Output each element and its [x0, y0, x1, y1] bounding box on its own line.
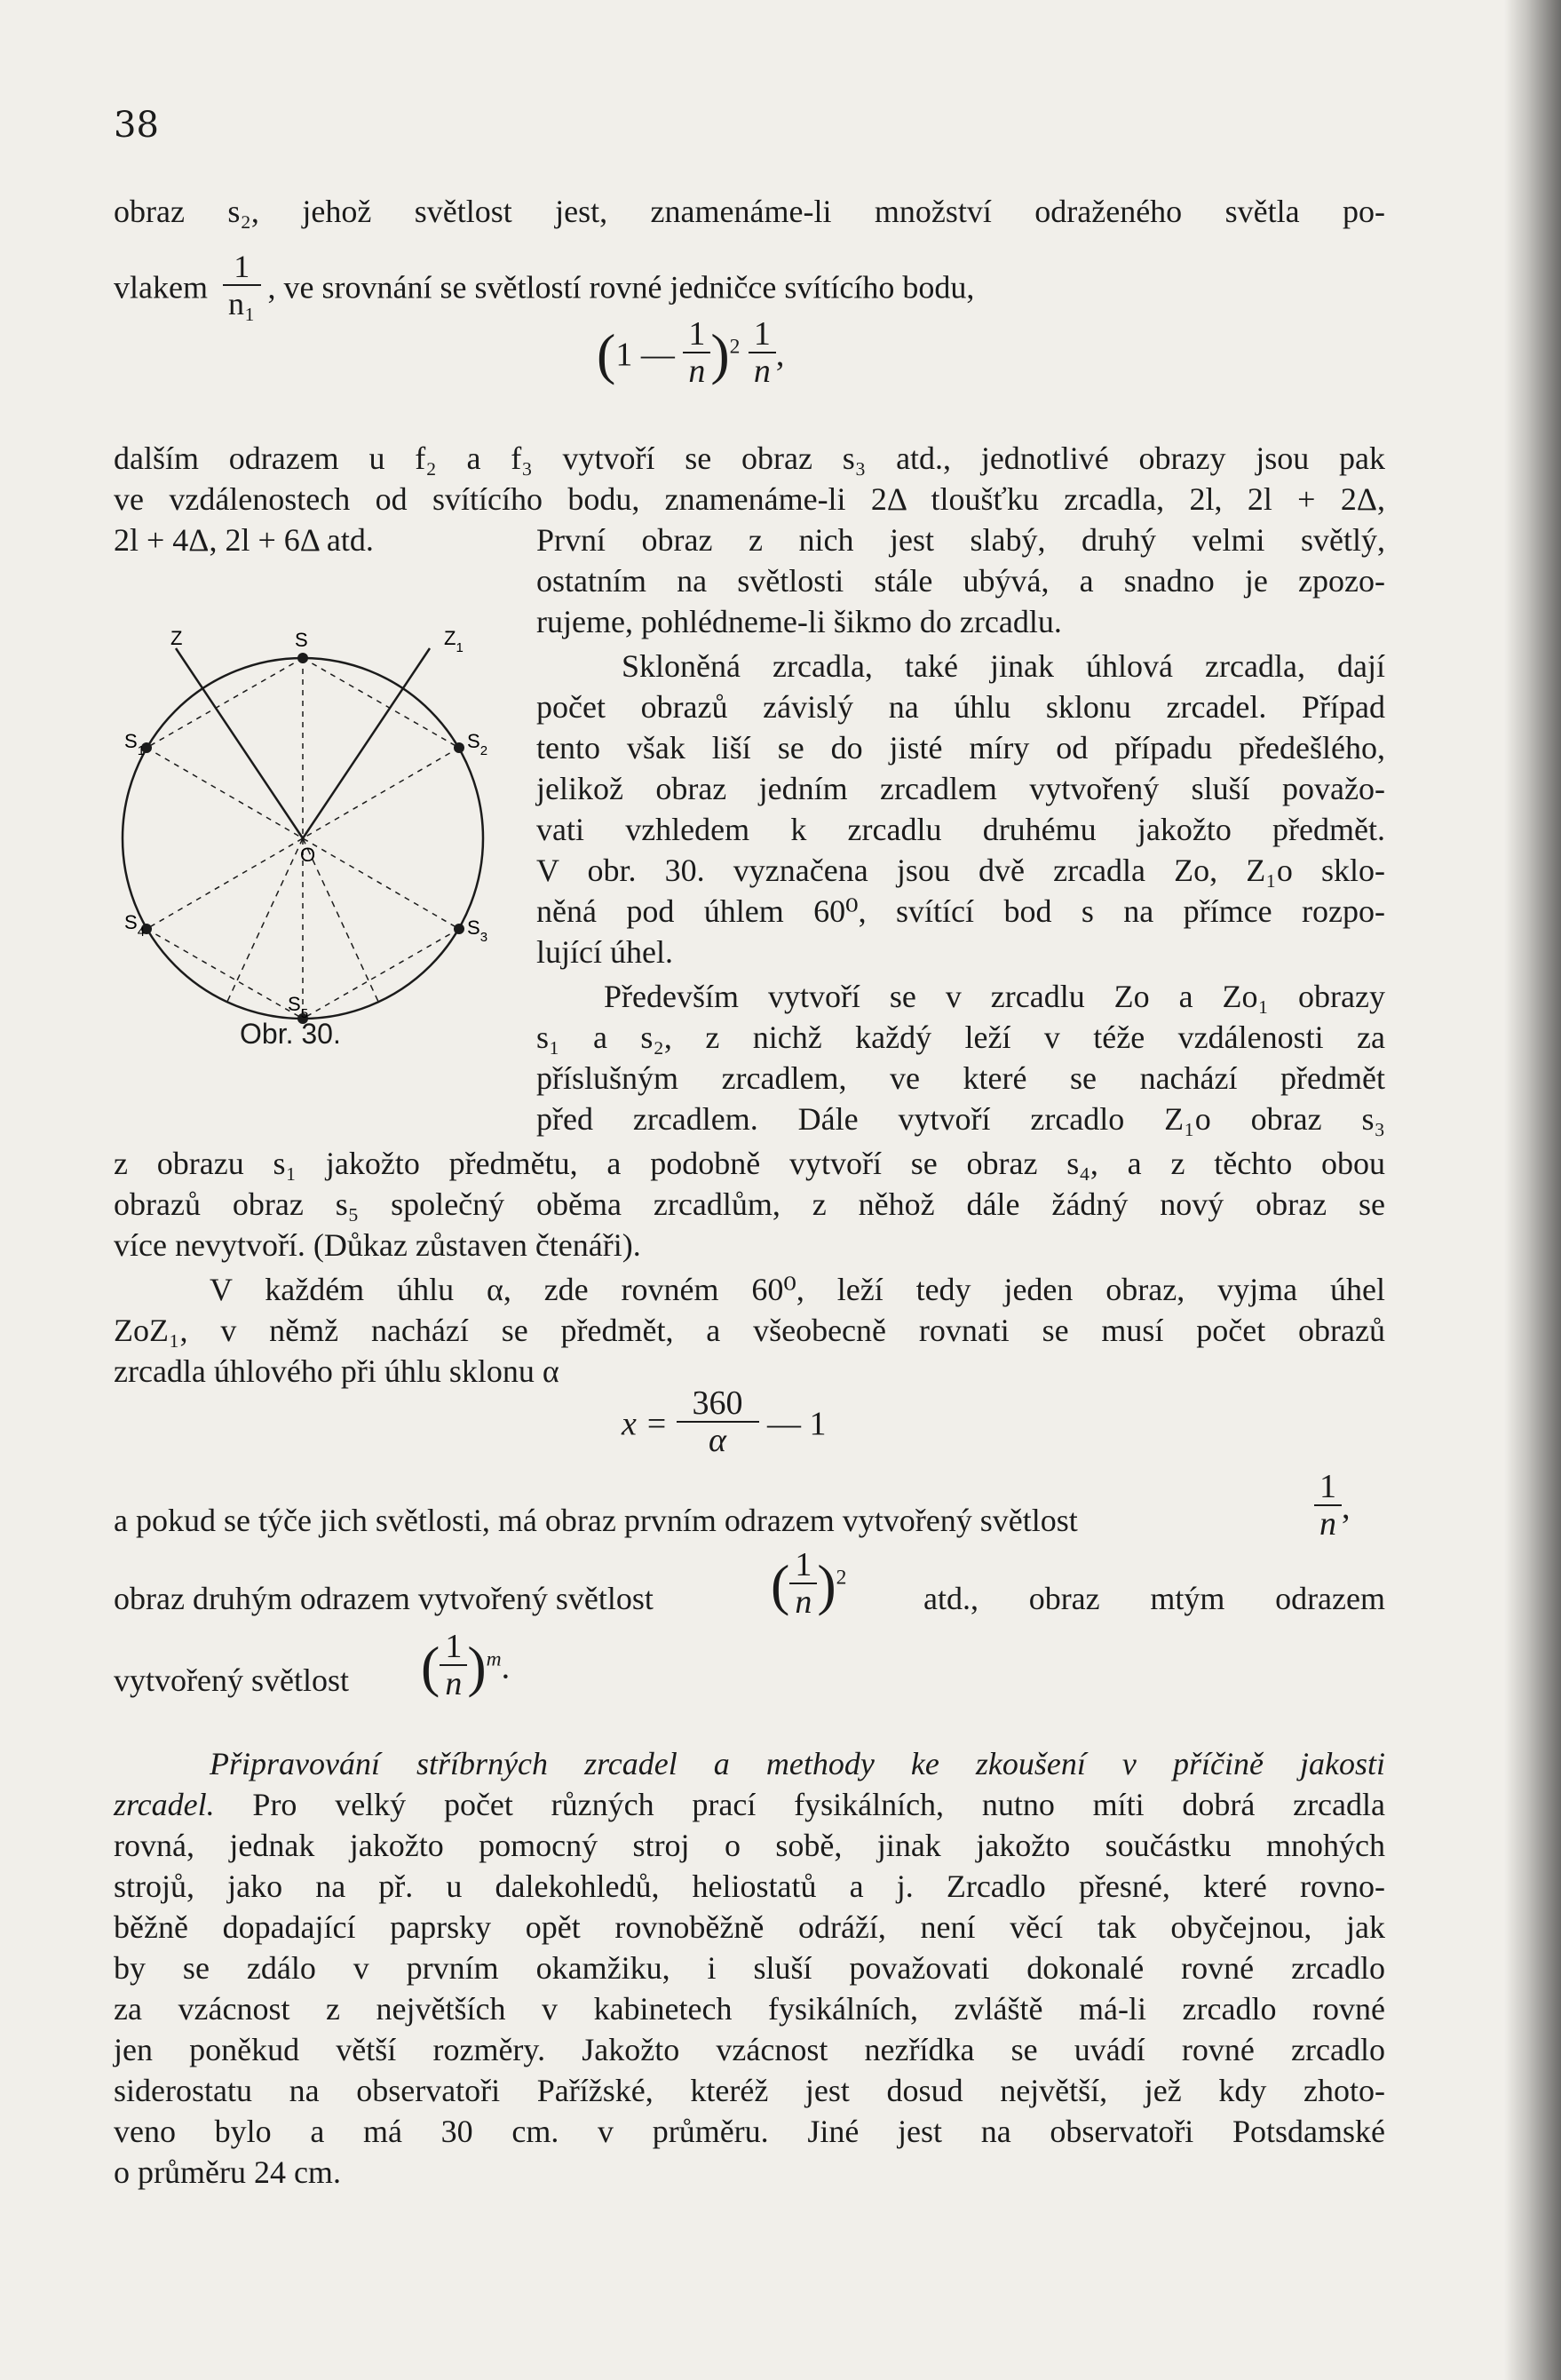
page-spine-shadow [1504, 0, 1561, 2380]
text-line: z obrazu s₁ jakožto předmětu, a podobně vytvoří se obraz s₄, a z těchto obou [114, 1146, 1385, 1181]
label-s3: $S_3$ [467, 916, 488, 945]
equation-4: ( $\frac{1}{n}$ )$^2$ [771, 1546, 847, 1621]
text-line: s₁ a s₂, z nichž každý leží v téže vzdálenosti za [536, 1019, 1385, 1055]
text-line: veno bylo a má 30 cm. v průměru. Jiné jest na observatoři Potsdamské [114, 2114, 1385, 2149]
fraction: $\frac{1}{n}$ [1314, 1469, 1342, 1542]
fraction: $\frac{1}{n}$ [683, 316, 710, 389]
text-line: siderostatu na observatoři Pařížské, kteréž jest dosud největší, jež kdy zhoto- [114, 2073, 1385, 2108]
label-s: S [295, 629, 308, 651]
mirror-z1o-line [303, 648, 430, 838]
equation-3: $\frac{1}{n}$ , [1314, 1474, 1351, 1547]
text-line: příslušným zrcadlem, ve které se nachází předmět [536, 1060, 1385, 1096]
text-line: ostatním na světlosti stále ubývá, a snadno je zpozo- [536, 563, 1385, 599]
mirror-zo-line [176, 648, 303, 838]
text-line: obraz druhým odrazem vytvořený světlost [114, 1581, 654, 1616]
fraction: $\frac{1}{n}$ [749, 316, 776, 389]
text-line: rovná, jednak jakožto pomocný stroj o sobě, jinak jakožto součástku mnohých [114, 1828, 1385, 1863]
label-s2: $S_2$ [467, 730, 488, 758]
point-s2 [454, 742, 464, 753]
text-line: ve vzdálenostech od svítícího bodu, znamenáme-li 2Δ tloušťku zrcadla, 2l, 2l + 2Δ, [114, 481, 1385, 517]
label-z: Z [170, 627, 183, 649]
text-line: dalším odrazem u f₂ a f₃ vytvoří se obraz s₃ atd., jednotlivé obrazy jsou pak [114, 440, 1385, 476]
fraction: $\frac{360}{\alpha}$ [677, 1385, 759, 1458]
text-line: a pokud se týče jich světlosti, má obraz prvním odrazem vytvořený světlost [114, 1503, 1078, 1538]
text-line: zrcadla úhlového při úhlu sklonu α [114, 1353, 559, 1389]
text-line: 2l + 4Δ, 2l + 6Δ atd. [114, 522, 374, 558]
text-line: jelikož obraz jedním zrcadlem vytvořený sluší považo- [536, 771, 1385, 806]
text-line: běžně dopadající paprsky opět rovnoběžně odráží, není věcí tak obyčejnou, jak [114, 1909, 1385, 1945]
text-line: V obr. 30. vyznačena jsou dvě zrcadla Zo, Z₁o sklo- [536, 853, 1385, 888]
text-line: lující úhel. [536, 934, 673, 970]
text-line: vati vzhledem k zrcadlu druhému jakožto předmět. [536, 812, 1385, 847]
text-line: za vzácnost z největších v kabinetech fysikálních, zvláště má-li zrcadlo rovné [114, 1991, 1385, 2027]
text-line: počet obrazů závislý na úhlu sklonu zrcadel. Případ [536, 689, 1385, 725]
text-line: vytvořený světlost [114, 1662, 349, 1698]
fraction: $\frac{1}{n}$ [789, 1547, 817, 1620]
text-line: obraz s₂, jehož světlost jest, znamenáme-li množství odraženého světla po- [114, 194, 1385, 229]
mirror-extension-line [226, 838, 303, 1004]
text-line: ZoZ₁, v němž nachází se předmět, a všeobecně rovnati se musí počet obrazů [114, 1313, 1385, 1348]
text-line: V každém úhlu α, zde rovném 60⁰, leží tedy jeden obraz, vyjma úhel [210, 1272, 1385, 1307]
equation-1: (1 — $\frac{1}{n}$ )$^2$ $\frac{1}{n}$ , [597, 315, 785, 390]
point-s [297, 653, 308, 663]
text-line: tento však liší se do jisté míry od případu předešlého, [536, 730, 1385, 766]
fraction: $\frac{1}{n}$ [440, 1629, 467, 1702]
text-line: jen poněkud větší rozměry. Jakožto vzácnost nezřídka se uvádí rovné zrcadlo [114, 2032, 1385, 2067]
text-line: rujeme, pohlédneme-li šikmo do zrcadlu. [536, 604, 1062, 639]
text-line: První obraz z nich jest slabý, druhý velmi světlý, [536, 522, 1385, 558]
text-line: obrazů obraz s₅ společný oběma zrcadlům, z něhož dále žádný nový obraz se [114, 1186, 1385, 1222]
text-line: Především vytvoří se v zrcadlu Zo a Zo₁ obrazy [604, 979, 1385, 1014]
text-line: před zrcadlem. Dále vytvoří zrcadlo Z₁o obraz s₃ [536, 1101, 1385, 1137]
text-line: zrcadel. Pro velký počet různých prací fysikálních, nutno míti dobrá zrcadla [114, 1787, 1385, 1822]
text-line: o průměru 24 cm. [114, 2154, 341, 2190]
figure-30-angle-mirrors [114, 622, 522, 1030]
text-line: atd., obraz mtým odrazem [923, 1581, 1385, 1616]
text-line: strojů, jako na př. u dalekohledů, heliostatů a j. Zrcadlo přesné, které rovno- [114, 1868, 1385, 1904]
text-line: by se zdálo v prvním okamžiku, i sluší považovati dokonalé rovné zrcadlo [114, 1950, 1385, 1986]
page-number: 38 [114, 105, 159, 146]
label-s4: $S_4$ [124, 911, 146, 940]
label-s5: $S_5$ [288, 993, 309, 1021]
equation-5: ( $\frac{1}{n}$ )$^m$. [421, 1628, 511, 1702]
equation-2: x = $\frac{360}{\alpha}$ — 1 [622, 1384, 827, 1459]
text-line: Skloněná zrcadla, také jinak úhlová zrcadla, dají [622, 648, 1385, 684]
label-s1: $S_1$ [124, 730, 146, 758]
point-s3 [454, 924, 464, 934]
text-line: více nevytvoří. (Důkaz zůstaven čtenáři). [114, 1227, 641, 1263]
section-title: Připravování stříbrných zrcadel a methody ke zkoušení v příčině jakosti [210, 1746, 1385, 1781]
fraction: $\frac{1}{\text{n₁}}$ [223, 249, 261, 321]
figure-caption: Obr. 30. [240, 1018, 341, 1050]
text-line: něná pod úhlem 60⁰, svítící bod s na přímce rozpo- [536, 893, 1385, 929]
label-z1: $Z_1$ [444, 627, 464, 655]
label-o: O [300, 844, 316, 866]
text-line: vlakem $\frac{1}{\text{n₁}}$ , ve srovnání se světlostí rovné jedničce svítícího bodu, [114, 249, 975, 321]
